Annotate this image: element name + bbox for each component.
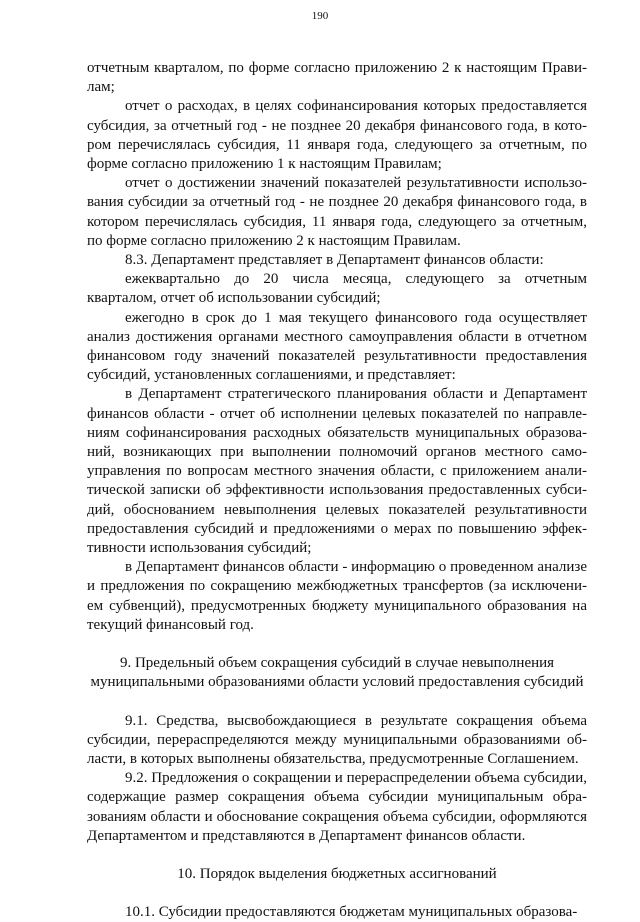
paragraph: 9.2. Предложения о сокращении и перераспределении объема субсидии, содержащие размер сокращения объема субсидии муниципальным образованиям области и обоснование сокращения объема субсидии, оформляются Департаментом и представляются в Департамент финансов области. <box>87 770 587 844</box>
paragraph: отчет о достижении значений показателей результативности использования субсидии за отчетный год - не позднее 20 декабря финансового года, в котором перечислялась субсидия, 11 января года, следующего за отчетным, по форме согласно приложению 2 к настоящим Правилам. <box>87 175 587 249</box>
section-heading: 9. Предельный объем сокращения субсидий в случае невыполнения муниципальными образованиями области условий предоставления субсидий <box>90 655 584 691</box>
paragraph: в Департамент стратегического планирования области и Департамент финансов области - отчет об исполнении целевых показателей по направлениям софинансирования расходных обязательств муниципальных образований, возникающих при выполнении полномочий органов местного самоуправления по вопросам местного значения области, с приложением аналитической записки об эффективности использования предоставленных субсидий, обоснованием невыполнения целевых показателей результативности предоставления субсидий и предложениями о мерах по повышению эффективности использования субсидий; <box>87 386 587 557</box>
section-spacer <box>87 693 587 712</box>
paragraph: в Департамент финансов области - информацию о проведенном анализе и предложения по сокращению межбюджетных трансфертов (за исключением субвенций), предусмотренных бюджету муниципального образования на текущий финансовый год. <box>87 559 587 633</box>
paragraph: ежеквартально до 20 числа месяца, следующего за отчетным кварталом, отчет об использовании субсидий; <box>87 271 587 307</box>
section-spacer <box>87 884 587 903</box>
paragraph: отчетным кварталом, по форме согласно приложению 2 к настоящим Правилам; <box>87 60 587 96</box>
paragraph: 9.1. Средства, высвобождающиеся в результате сокращения объема субсидии, перераспределяются между муниципальными образованиями области, в которых выполнены обязательства, предусмотренные Соглашением. <box>87 712 587 767</box>
section-spacer <box>87 846 587 865</box>
section-spacer <box>87 635 587 654</box>
paragraph: 8.3. Департамент представляет в Департамент финансов области: <box>125 252 544 269</box>
paragraph: отчет о расходах, в целях софинансирования которых предоставляется субсидия, за отчетный год - не позднее 20 декабря финансового года, в котором перечислялась субсидия, 11 января года, следующего за отчетным, по форме согласно приложению 1 к настоящим Правилам; <box>87 98 587 173</box>
paragraph: ежегодно в срок до 1 мая текущего финансового года осуществляет анализ достижения органами местного самоуправления области в отчетном финансовом году значений показателей результативности предоставления субсидий, установленных соглашениями, и представляет: <box>87 309 587 384</box>
section-heading: 10. Порядок выделения бюджетных ассигнований <box>177 865 497 882</box>
paragraph: 10.1. Субсидии предоставляются бюджетам муниципальных образова- <box>125 904 578 921</box>
page-body <box>87 59 587 922</box>
page-number: 190 <box>311 10 329 22</box>
